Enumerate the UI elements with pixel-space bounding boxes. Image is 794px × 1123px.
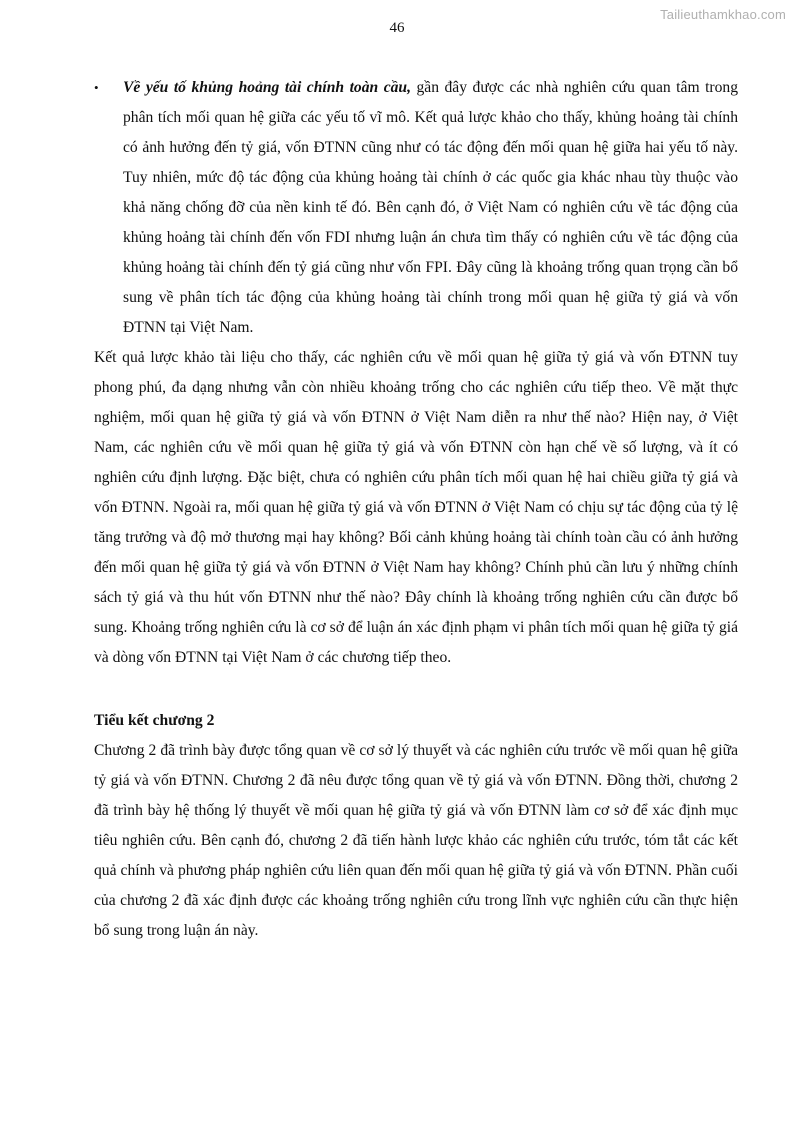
paragraph-chapter-summary: Chương 2 đã trình bày được tổng quan về cơ sở lý thuyết và các nghiên cứu trước về mối quan hệ giữa tỷ giá và vốn ĐTNN. Chương 2 đã nêu được tổng quan về tỷ giá và vốn ĐTNN. Đồng thời, chương 2 đã trình bày hệ thống lý thuyết về mối quan hệ giữa tỷ giá và vốn ĐTNN làm cơ sở để xác định mục tiêu nghiên cứu. Bên cạnh đó, chương 2 đã tiến hành lược khảo các nghiên cứu trước, tóm tắt các kết quả chính và phương pháp nghiên cứu liên quan đến mối quan hệ giữa tỷ giá và vốn ĐTNN. Phần cuối của chương 2 đã xác định được các khoảng trống nghiên cứu trong lĩnh vực nghiên cứu cần thực hiện bổ sung trong luận án này.	[94, 742, 738, 939]
paragraph-research-gap: Kết quả lược khảo tài liệu cho thấy, các nghiên cứu về mối quan hệ giữa tỷ giá và vốn ĐTNN tuy phong phú, đa dạng nhưng vẫn còn nhiều khoảng trống cho các nghiên cứu tiếp theo. Về mặt thực nghiệm, mối quan hệ giữa tỷ giá và vốn ĐTNN ở Việt Nam diễn ra như thế nào? Hiện nay, ở Việt Nam, các nghiên cứu về mối quan hệ giữa tỷ giá và vốn ĐTNN còn hạn chế về số lượng, và ít có nghiên cứu định lượng. Đặc biệt, chưa có nghiên cứu phân tích mối quan hệ hai chiều giữa tỷ giá và vốn ĐTNN. Ngoài ra, mối quan hệ giữa tỷ giá và vốn ĐTNN ở Việt Nam có chịu sự tác động của tỷ lệ tăng trưởng và độ mở thương mại hay không? Bối cảnh khủng hoảng tài chính toàn cầu có ảnh hưởng đến mối quan hệ giữa tỷ giá và vốn ĐTNN ở Việt Nam hay không? Chính phủ cần lưu ý những chính sách tỷ giá và thu hút vốn ĐTNN như thế nào? Đây chính là khoảng trống nghiên cứu cần được bổ sung. Khoảng trống nghiên cứu là cơ sở để luận án xác định phạm vi phân tích mối quan hệ giữa tỷ giá và dòng vốn ĐTNN tại Việt Nam ở các chương tiếp theo.	[94, 349, 738, 666]
bullet-lead: Về yếu tố khủng hoảng tài chính toàn cầu,	[123, 79, 411, 96]
page-number: 46	[389, 20, 405, 36]
document-body	[94, 73, 738, 946]
bullet-icon: •	[94, 80, 99, 95]
section-heading: Tiểu kết chương 2	[94, 712, 215, 729]
bullet-text: gần đây được các nhà nghiên cứu quan tâm trong phân tích mối quan hệ giữa các yếu tố vĩ mô. Kết quả lược khảo cho thấy, khủng hoảng tài chính có ảnh hưởng đến tỷ giá, vốn ĐTNN cũng như có tác động đến mối quan hệ giữa hai yếu tố này. Tuy nhiên, mức độ tác động của khủng hoảng tài chính ở các quốc gia khác nhau tùy thuộc vào khả năng chống đỡ của nền kinh tế đó. Bên cạnh đó, ở Việt Nam có nghiên cứu về tác động của khủng hoảng tài chính đến vốn FDI nhưng luận án chưa tìm thấy có nghiên cứu về tác động của khủng hoảng tài chính đến tỷ giá cũng như vốn FPI. Đây cũng là khoảng trống quan trọng cần bổ sung về phân tích tác động của khủng hoảng tài chính trong mối quan hệ giữa tỷ giá và vốn ĐTNN tại Việt Nam.	[123, 79, 738, 336]
watermark: Tailieuthamkhao.com	[660, 7, 786, 22]
bullet-paragraph	[94, 73, 738, 343]
